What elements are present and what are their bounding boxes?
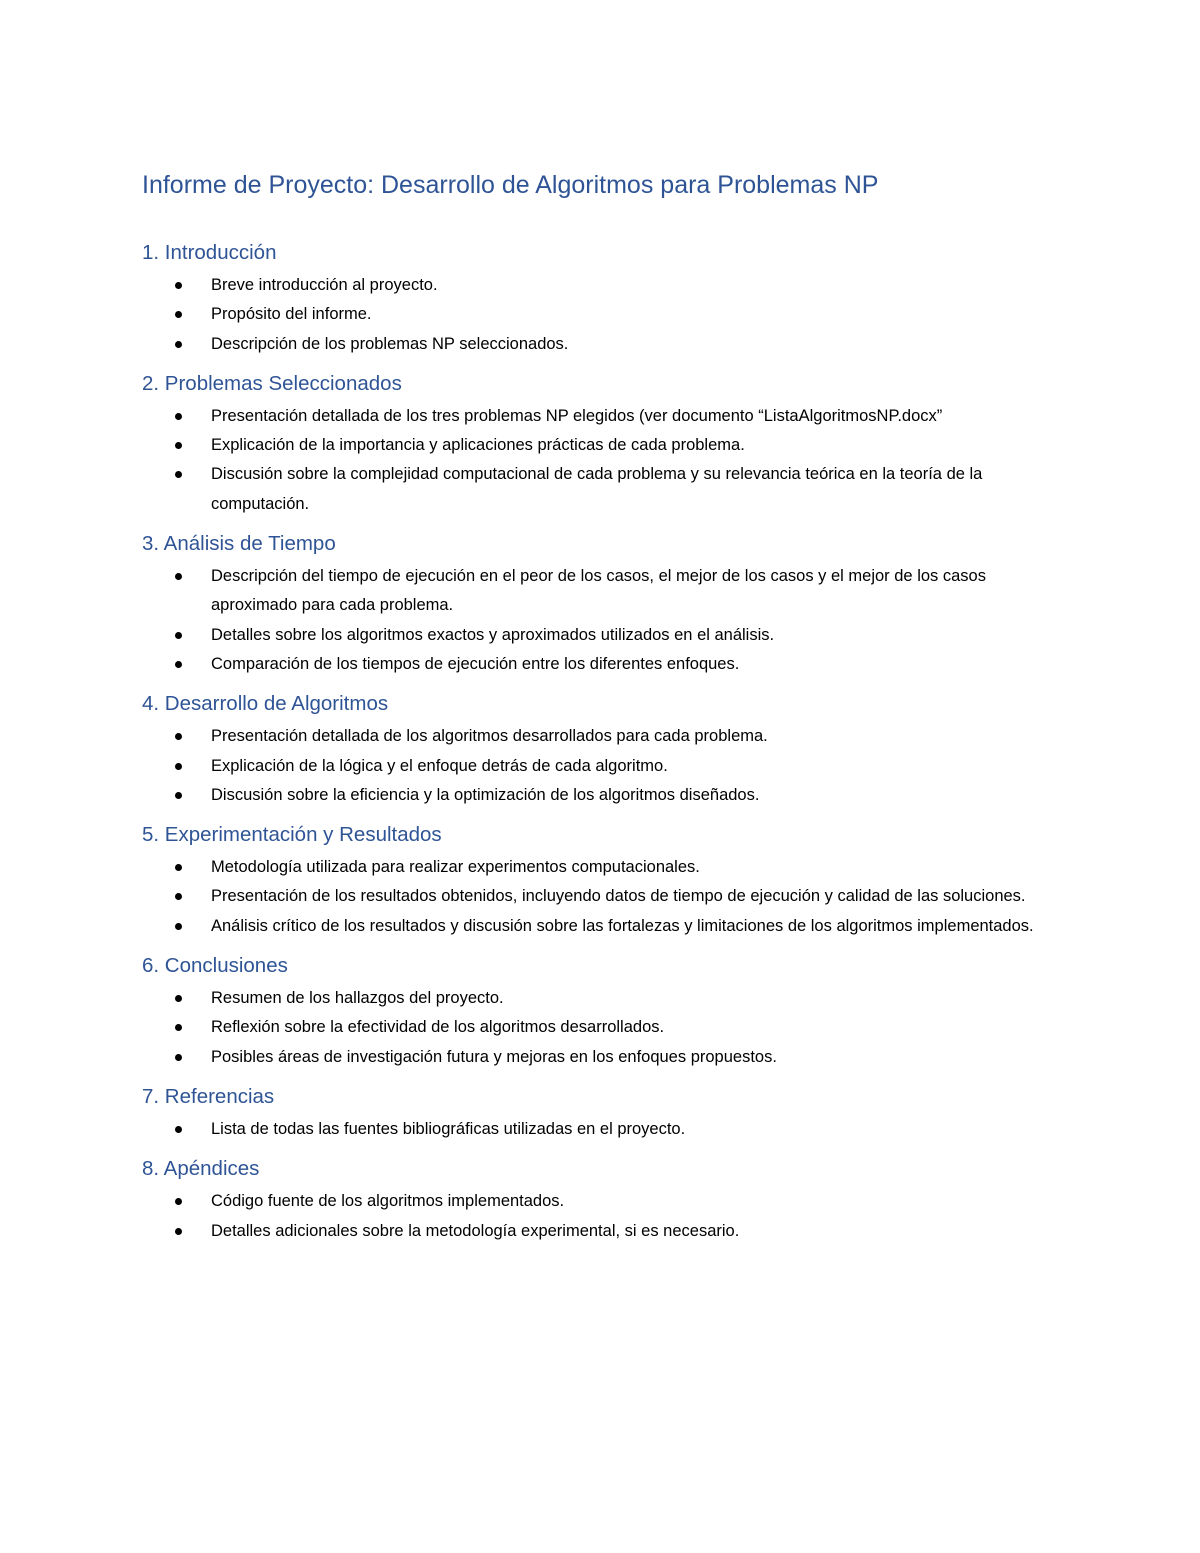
document-title: Informe de Proyecto: Desarrollo de Algoritmos para Problemas NP	[142, 171, 879, 199]
list-item-text: Metodología utilizada para realizar experimentos computacionales.	[211, 858, 700, 877]
bullet-icon	[175, 893, 182, 900]
list-item	[142, 431, 1062, 460]
bullet-icon	[175, 733, 182, 740]
bullet-list	[142, 562, 1062, 679]
bullet-icon	[175, 471, 182, 478]
bullet-icon	[175, 763, 182, 770]
list-item	[142, 562, 1062, 621]
list-item-text: Lista de todas las fuentes bibliográficas utilizadas en el proyecto.	[211, 1119, 686, 1138]
bullet-icon	[175, 341, 182, 348]
bullet-list	[142, 853, 1062, 941]
report-section	[142, 238, 1062, 359]
list-item-text: Discusión sobre la eficiencia y la optimización de los algoritmos diseñados.	[211, 785, 760, 804]
list-item-text: Comparación de los tiempos de ejecución entre los diferentes enfoques.	[211, 654, 740, 673]
bullet-icon	[175, 1126, 182, 1133]
section-heading: 2. Problemas Seleccionados	[142, 371, 402, 395]
list-item	[142, 1115, 1062, 1144]
list-item	[142, 1187, 1062, 1216]
bullet-icon	[175, 1198, 182, 1205]
bullet-icon	[175, 632, 182, 639]
bullet-list	[142, 271, 1062, 359]
list-item	[142, 650, 1062, 679]
list-item-text: Explicación de la importancia y aplicaciones prácticas de cada problema.	[211, 436, 745, 455]
report-section	[142, 689, 1062, 810]
bullet-list	[142, 984, 1062, 1072]
section-heading: 3. Análisis de Tiempo	[142, 532, 336, 556]
list-item	[142, 300, 1062, 329]
bullet-list	[142, 1115, 1062, 1144]
list-item-text: Detalles adicionales sobre la metodología experimental, si es necesario.	[211, 1221, 740, 1240]
bullet-icon	[175, 661, 182, 668]
list-item	[142, 853, 1062, 882]
report-section	[142, 369, 1062, 519]
bullet-icon	[175, 1024, 182, 1031]
list-item-text: Presentación detallada de los tres problemas NP elegidos (ver documento “ListaAlgoritmosNP.docx”	[211, 406, 943, 425]
bullet-icon	[175, 1054, 182, 1061]
list-item	[142, 1043, 1062, 1072]
list-item	[142, 912, 1062, 941]
list-item-text: Reflexión sobre la efectividad de los algoritmos desarrollados.	[211, 1018, 665, 1037]
section-heading: 5. Experimentación y Resultados	[142, 823, 442, 847]
report-section	[142, 529, 1062, 679]
list-item	[142, 621, 1062, 650]
section-heading: 4. Desarrollo de Algoritmos	[142, 692, 389, 716]
report-section	[142, 1082, 1062, 1144]
list-item	[142, 330, 1062, 359]
list-item	[142, 752, 1062, 781]
list-item	[142, 271, 1062, 300]
list-item-text: Presentación de los resultados obtenidos, incluyendo datos de tiempo de ejecución y calidad de las soluciones.	[211, 887, 1026, 906]
bullet-icon	[175, 995, 182, 1002]
bullet-list	[142, 402, 1062, 519]
section-heading: 1. Introducción	[142, 241, 277, 264]
bullet-icon	[175, 311, 182, 318]
bullet-icon	[175, 282, 182, 289]
list-item	[142, 460, 1062, 519]
bullet-icon	[175, 1228, 182, 1235]
list-item	[142, 1217, 1062, 1246]
bullet-icon	[175, 864, 182, 871]
document-content	[142, 166, 1062, 1256]
list-item-text: Detalles sobre los algoritmos exactos y aproximados utilizados en el análisis.	[211, 625, 775, 644]
list-item-text: Resumen de los hallazgos del proyecto.	[211, 989, 504, 1008]
report-section	[142, 820, 1062, 941]
list-item-text: Propósito del informe.	[211, 305, 372, 324]
list-item-text: Descripción del tiempo de ejecución en el peor de los casos, el mejor de los casos y el mejor de los casos aproximado para cada problema.	[211, 567, 986, 615]
list-item-text: Código fuente de los algoritmos implementados.	[211, 1192, 565, 1211]
list-item	[142, 722, 1062, 751]
section-heading: 6. Conclusiones	[142, 954, 288, 978]
list-item	[142, 402, 1062, 431]
list-item-text: Análisis crítico de los resultados y discusión sobre las fortalezas y limitaciones de los algoritmos implementados.	[211, 916, 1034, 935]
section-heading: 8. Apéndices	[142, 1157, 260, 1181]
bullet-icon	[175, 413, 182, 420]
list-item	[142, 781, 1062, 810]
bullet-icon	[175, 792, 182, 799]
list-item	[142, 1013, 1062, 1042]
bullet-list	[142, 722, 1062, 810]
list-item-text: Posibles áreas de investigación futura y mejoras en los enfoques propuestos.	[211, 1047, 777, 1066]
list-item	[142, 984, 1062, 1013]
list-item-text: Breve introducción al proyecto.	[211, 276, 438, 294]
bullet-list	[142, 1187, 1062, 1246]
list-item-text: Explicación de la lógica y el enfoque detrás de cada algoritmo.	[211, 756, 668, 775]
sections-container	[142, 238, 1062, 1246]
report-section	[142, 951, 1062, 1072]
section-heading: 7. Referencias	[142, 1084, 275, 1108]
list-item-text: Descripción de los problemas NP seleccionados.	[211, 334, 569, 353]
list-item-text: Presentación detallada de los algoritmos desarrollados para cada problema.	[211, 727, 768, 746]
bullet-icon	[175, 442, 182, 449]
list-item	[142, 882, 1062, 911]
bullet-icon	[175, 923, 182, 930]
report-section	[142, 1154, 1062, 1246]
list-item-text: Discusión sobre la complejidad computacional de cada problema y su relevancia teórica en la teoría de la computación.	[211, 465, 983, 513]
bullet-icon	[175, 573, 182, 580]
